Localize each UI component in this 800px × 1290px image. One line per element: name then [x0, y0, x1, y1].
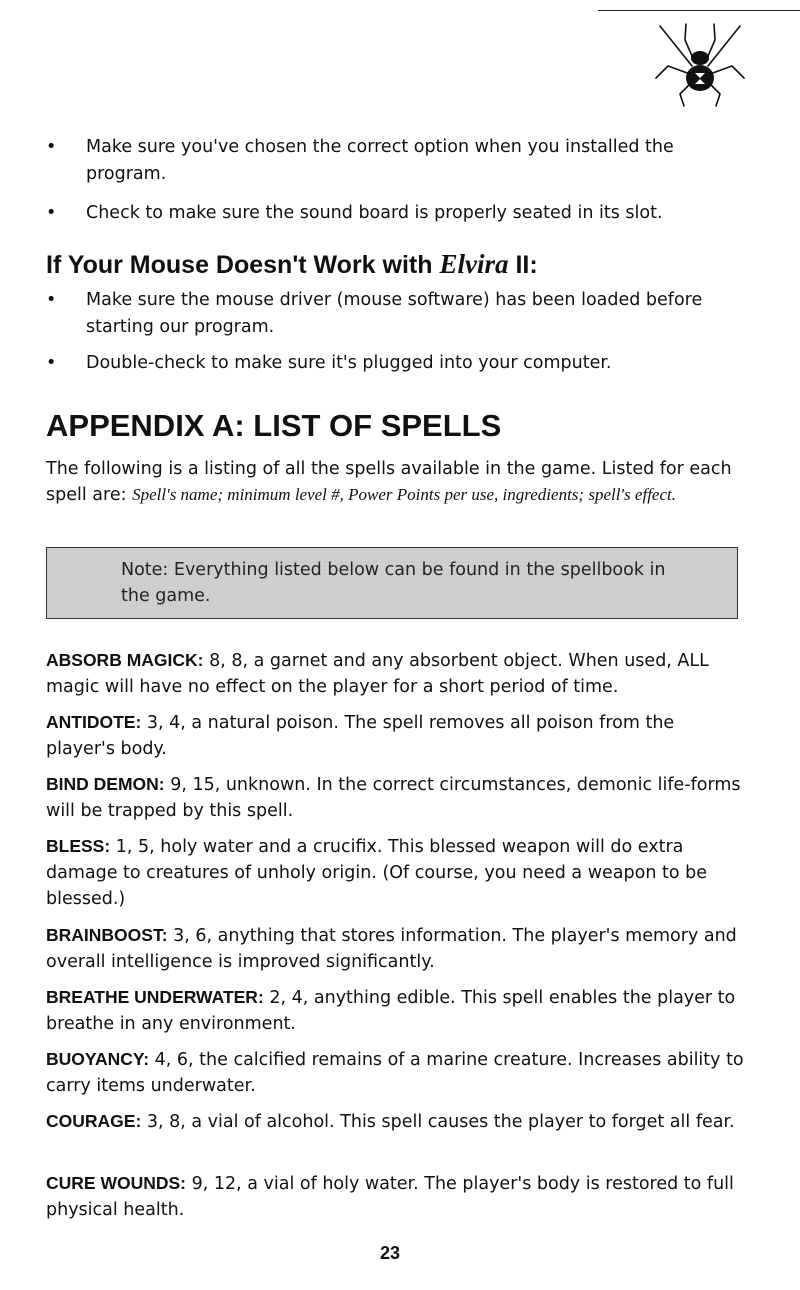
spell-name: ANTIDOTE:	[46, 712, 142, 732]
spell-entry	[46, 1108, 746, 1135]
intro-paragraph: The following is a listing of all the spells available in the game. Listed for each spell are: Spell's name; minimum level #, Power Points per use, ingredients; spell's effect.	[46, 459, 732, 505]
spell-entry	[46, 984, 746, 1037]
bullet-dot-icon: •	[46, 290, 57, 310]
spell-name: BRAINBOOST:	[46, 925, 168, 945]
page-number: 23	[380, 1243, 401, 1263]
spell-entry	[46, 833, 746, 912]
spell-entry	[46, 647, 746, 700]
spell-entry	[46, 771, 746, 824]
spell-description: 8, 8, a garnet and any absorbent object. When used, ALL magic will have no effect on the player for a short period of time.	[46, 651, 709, 697]
mouse-section-heading: If Your Mouse Doesn't Work with Elvira II:	[46, 249, 538, 279]
header-rule	[598, 10, 800, 11]
spell-description: 2, 4, anything edible. This spell enables the player to breathe in any environment.	[46, 988, 736, 1034]
bullet-dot-icon: •	[46, 137, 57, 157]
spell-description: 9, 15, unknown. In the correct circumstances, demonic life-forms will be trapped by this spell.	[46, 775, 741, 821]
spell-name: BIND DEMON:	[46, 774, 165, 794]
spell-description: 4, 6, the calcified remains of a marine creature. Increases ability to carry items underwater.	[46, 1050, 744, 1096]
list-item: • Double-check to make sure it's plugged into your computer.	[46, 350, 726, 377]
bullet-dot-icon: •	[46, 203, 57, 223]
bullet-dot-icon: •	[46, 353, 57, 373]
spell-entry	[46, 922, 746, 975]
spell-description: 3, 4, a natural poison. The spell removes all poison from the player's body.	[46, 713, 675, 759]
spell-entry	[46, 1046, 746, 1099]
spell-name: BREATHE UNDERWATER:	[46, 987, 264, 1007]
spell-description: 3, 6, anything that stores information. The player's memory and overall intelligence is improved significantly.	[46, 926, 737, 972]
spell-entry	[46, 709, 746, 762]
appendix-heading: APPENDIX A: LIST OF SPELLS	[46, 408, 502, 443]
list-item: • Check to make sure the sound board is properly seated in its slot.	[46, 200, 726, 227]
note-box	[46, 547, 738, 619]
spell-name: CURE WOUNDS:	[46, 1173, 186, 1193]
spider-icon	[652, 18, 748, 108]
spell-name: COURAGE:	[46, 1111, 142, 1131]
spell-entry	[46, 1170, 746, 1223]
spell-name: BUOYANCY:	[46, 1049, 150, 1069]
spell-description: 3, 8, a vial of alcohol. This spell causes the player to forget all fear.	[146, 1112, 735, 1132]
spell-description: 1, 5, holy water and a crucifix. This blessed weapon will do extra damage to creatures of unholy origin. (Of course, you need a weapon to be blessed.)	[46, 837, 707, 909]
list-item: • Make sure you've chosen the correct option when you installed the program.	[46, 134, 726, 188]
spell-name: ABSORB MAGICK:	[46, 650, 204, 670]
spell-name: BLESS:	[46, 836, 111, 856]
list-item: • Make sure the mouse driver (mouse software) has been loaded before starting our program.	[46, 287, 726, 341]
spell-description: 9, 12, a vial of holy water. The player's body is restored to full physical health.	[46, 1174, 734, 1220]
note-text: Note: Everything listed below can be found in the spellbook in the game.	[121, 560, 666, 606]
